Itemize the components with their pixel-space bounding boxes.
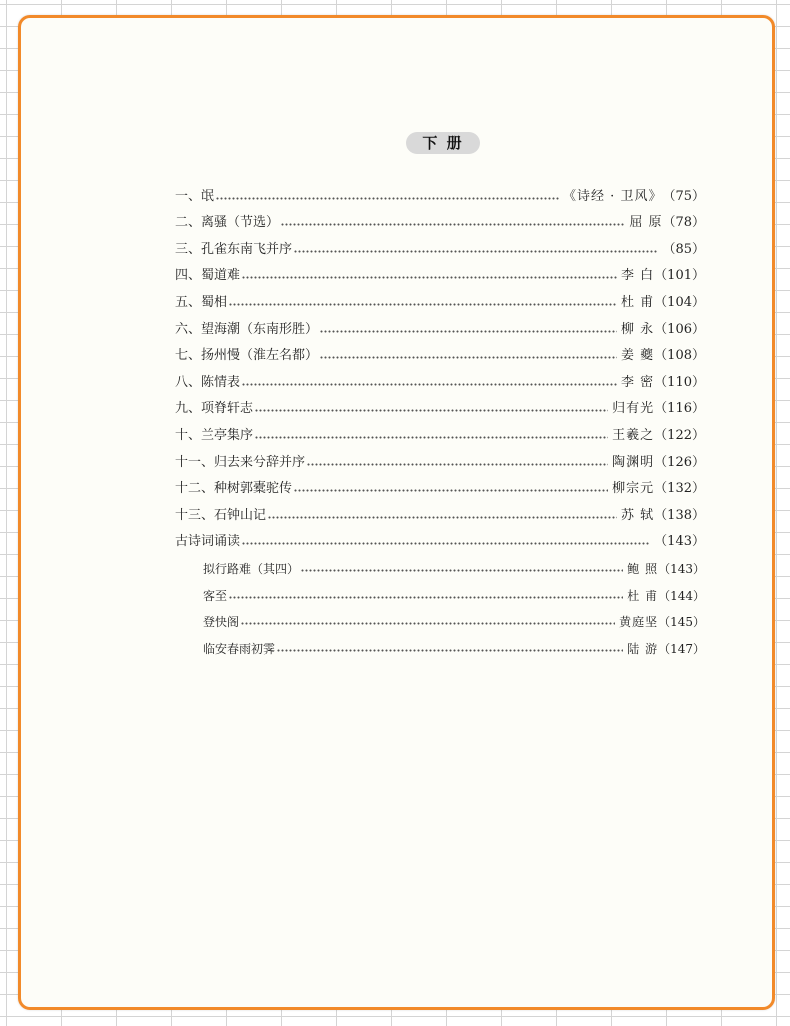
entry-title: 拟行路难（其四） xyxy=(203,561,300,576)
entry-author: 陶渊明 xyxy=(612,454,655,470)
entry-title: 六、望海潮（东南形胜） xyxy=(175,321,319,337)
toc-entry[interactable] xyxy=(175,417,705,444)
entry-page: （108） xyxy=(654,348,705,364)
dot-leader xyxy=(242,383,617,386)
dot-leader xyxy=(242,542,650,545)
entry-title: 十、兰亭集序 xyxy=(175,427,254,443)
entry-page: （122） xyxy=(654,427,705,443)
toc-sub-entry[interactable] xyxy=(175,630,705,657)
toc-entry[interactable] xyxy=(175,258,705,285)
entry-author: 李 密 xyxy=(621,374,655,390)
toc-entry[interactable] xyxy=(175,178,705,205)
dot-leader xyxy=(320,330,617,333)
entry-page: （132） xyxy=(654,481,705,497)
entry-title: 二、离骚（节选） xyxy=(175,215,280,231)
entry-page: （104） xyxy=(654,294,705,310)
dot-leader xyxy=(229,303,617,306)
entry-title: 登快阁 xyxy=(203,615,240,630)
dot-leader xyxy=(320,356,617,359)
toc-entry[interactable] xyxy=(175,311,705,338)
entry-title: 一、氓 xyxy=(175,188,215,204)
dot-leader xyxy=(268,516,617,519)
entry-page: （143） xyxy=(658,561,705,576)
supplement-title: 古诗词诵读 xyxy=(175,534,241,550)
entry-title: 四、蜀道难 xyxy=(175,268,241,284)
entry-page: （75） xyxy=(662,188,705,204)
toc-sub-entry[interactable] xyxy=(175,550,705,577)
dot-leader xyxy=(294,489,608,492)
entry-author: 李 白 xyxy=(621,268,655,284)
entry-author: 《诗经 · 卫风》 xyxy=(563,188,663,204)
toc-entry[interactable] xyxy=(175,471,705,498)
entry-author: 屈 原 xyxy=(629,215,663,231)
entry-author: 柳 永 xyxy=(621,321,655,337)
section-title: 下 册 xyxy=(406,132,480,154)
entry-title: 八、陈情表 xyxy=(175,374,241,390)
entry-author: 杜 甫 xyxy=(621,294,655,310)
dot-leader xyxy=(301,569,623,572)
entry-page: （78） xyxy=(662,215,705,231)
dot-leader xyxy=(307,463,608,466)
toc-supplement-heading[interactable] xyxy=(175,524,705,551)
toc-entry[interactable] xyxy=(175,338,705,365)
entry-page: （110） xyxy=(654,374,705,390)
toc-entry[interactable] xyxy=(175,205,705,232)
dot-leader xyxy=(294,250,658,253)
entry-author: 黄庭坚 xyxy=(619,615,659,630)
supplement-page: （143） xyxy=(654,534,705,550)
entry-title: 三、孔雀东南飞并序 xyxy=(175,241,293,257)
entry-title: 临安春雨初霁 xyxy=(203,641,276,656)
entry-title: 九、项脊轩志 xyxy=(175,401,254,417)
entry-author: 王羲之 xyxy=(612,427,655,443)
entry-author: 苏 轼 xyxy=(621,507,655,523)
entry-page: （101） xyxy=(654,268,705,284)
entry-title: 十二、种树郭橐驼传 xyxy=(175,481,293,497)
entry-title: 五、蜀相 xyxy=(175,294,228,310)
table-of-contents xyxy=(175,178,705,657)
entry-title: 客至 xyxy=(203,588,228,603)
entry-author: 鲍 照 xyxy=(627,561,659,576)
dot-leader xyxy=(255,436,608,439)
entry-author: 姜 夔 xyxy=(621,348,655,364)
entry-title: 十三、石钟山记 xyxy=(175,507,267,523)
toc-sub-entry[interactable] xyxy=(175,604,705,631)
entry-page: （145） xyxy=(658,615,705,630)
toc-entry[interactable] xyxy=(175,231,705,258)
entry-title: 七、扬州慢（淮左名都） xyxy=(175,348,319,364)
toc-entry[interactable] xyxy=(175,364,705,391)
dot-leader xyxy=(255,409,608,412)
toc-sub-entry[interactable] xyxy=(175,577,705,604)
toc-entry[interactable] xyxy=(175,497,705,524)
entry-author: 柳宗元 xyxy=(612,481,655,497)
dot-leader xyxy=(241,622,615,625)
entry-page: （144） xyxy=(658,588,705,603)
toc-entry[interactable] xyxy=(175,284,705,311)
entry-page: （147） xyxy=(658,641,705,656)
toc-entry[interactable] xyxy=(175,444,705,471)
dot-leader xyxy=(242,276,617,279)
dot-leader xyxy=(229,596,623,599)
entry-author: 杜 甫 xyxy=(627,588,659,603)
entry-title: 十一、归去来兮辞并序 xyxy=(175,454,306,470)
entry-page: （138） xyxy=(654,507,705,523)
document-page xyxy=(18,15,775,1010)
entry-page: （126） xyxy=(654,454,705,470)
toc-entry[interactable] xyxy=(175,391,705,418)
entry-author: 陆 游 xyxy=(627,641,659,656)
entry-page: （85） xyxy=(662,241,705,257)
dot-leader xyxy=(277,649,623,652)
dot-leader xyxy=(216,197,559,200)
entry-page: （106） xyxy=(654,321,705,337)
dot-leader xyxy=(281,223,625,226)
entry-author: 归有光 xyxy=(612,401,655,417)
entry-page: （116） xyxy=(654,401,705,417)
